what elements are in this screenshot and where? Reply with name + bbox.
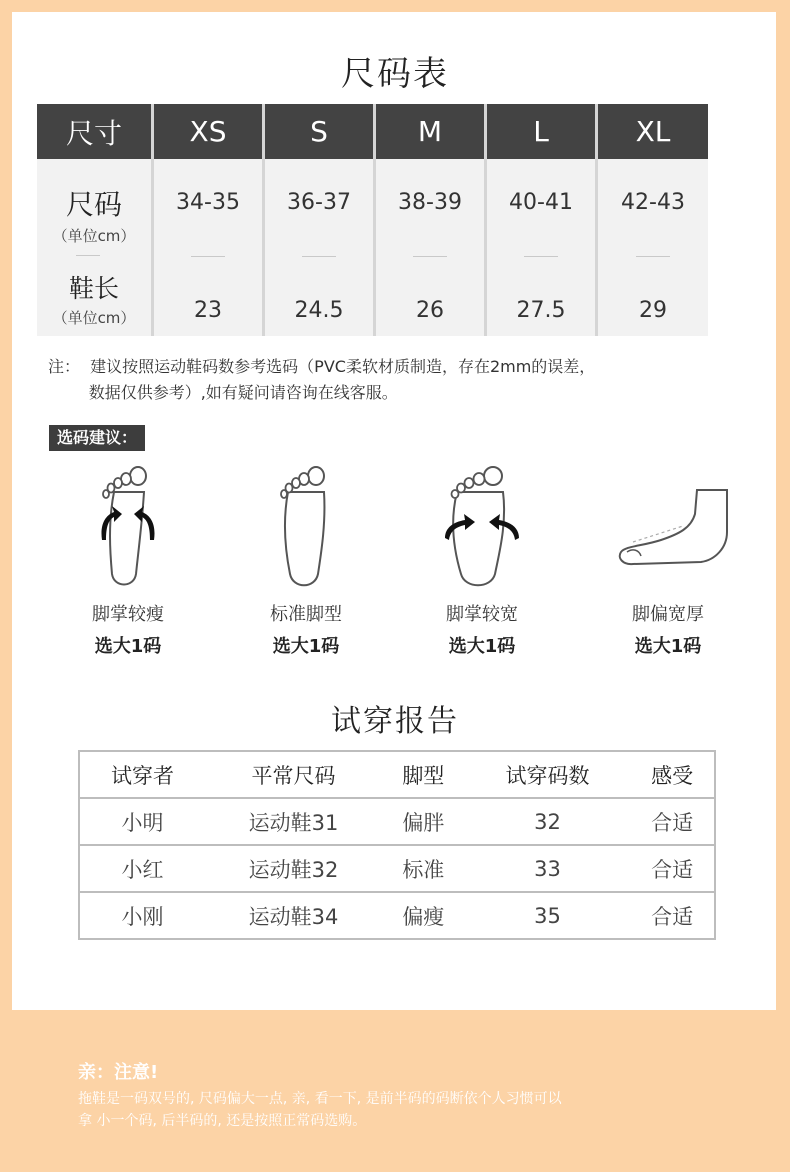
size-note-line1: 注： 建议按照运动鞋码数参考选码（PVC柔软材质制造，存在2mm的误差， [48, 357, 596, 376]
report-cell: 标准 [382, 845, 465, 892]
size-value-s: 36-37 [287, 190, 351, 215]
report-cell: 32 [465, 798, 631, 845]
report-header-feeling: 感受 [651, 763, 694, 788]
report-cell: 合适 [630, 845, 715, 892]
size-label-column [37, 104, 151, 336]
advice-size-thick: 选大1码 [634, 636, 702, 657]
size-header-xl: XL [598, 104, 708, 159]
report-cell: 运动鞋32 [205, 845, 382, 892]
report-title: 试穿报告 [331, 704, 459, 739]
standard-foot-icon [266, 462, 346, 592]
report-header-usual-size: 平常尺码 [251, 763, 336, 788]
advice-caption-narrow: 脚掌较瘦 [92, 604, 164, 625]
warning-text [78, 1088, 738, 1132]
value-divider [524, 256, 558, 257]
advice-item-narrow [48, 462, 208, 658]
warning-line2: 拿 小一个码, 后半码的, 还是按照正常码选购。 [78, 1113, 367, 1129]
size-column-xl [598, 104, 708, 336]
size-chart-title: 尺码表 [341, 54, 449, 94]
advice-size-wide: 选大1码 [448, 636, 516, 657]
size-value-xs: 34-35 [176, 190, 240, 215]
size-column-m [376, 104, 484, 336]
value-divider [302, 256, 336, 257]
size-header-s: S [265, 104, 373, 159]
row-label-length-unit: （单位cm） [52, 309, 136, 327]
value-divider [636, 256, 670, 257]
size-value-xl: 42-43 [621, 190, 685, 215]
size-column-s [265, 104, 373, 336]
size-note-line2: 数据仅供参考）,如有疑问请咨询在线客服。 [48, 383, 398, 402]
advice-caption-standard: 标准脚型 [270, 604, 342, 625]
narrow-foot-icon [88, 462, 168, 592]
advice-item-wide [402, 462, 562, 658]
size-header-label: 尺寸 [37, 104, 151, 159]
report-header-fitted-size: 试穿码数 [505, 763, 590, 788]
size-chart-table [37, 104, 708, 336]
row-label-size [37, 183, 151, 246]
report-header-row [79, 751, 715, 798]
table-row [79, 798, 715, 845]
report-cell: 偏瘦 [382, 892, 465, 939]
report-cell: 运动鞋34 [205, 892, 382, 939]
advice-size-narrow: 选大1码 [94, 636, 162, 657]
length-value-xl: 29 [639, 298, 667, 323]
fitting-report-table [78, 750, 716, 940]
length-value-s: 24.5 [294, 298, 344, 323]
report-cell: 合适 [630, 798, 715, 845]
report-cell: 小明 [79, 798, 205, 845]
size-header-m: M [376, 104, 484, 159]
report-cell: 合适 [630, 892, 715, 939]
label-divider [76, 255, 100, 256]
size-value-m: 38-39 [398, 190, 462, 215]
report-cell: 35 [465, 892, 631, 939]
advice-item-standard [226, 462, 386, 658]
size-header-l: L [487, 104, 595, 159]
value-divider [413, 256, 447, 257]
thick-foot-icon [603, 462, 733, 592]
wide-foot-icon [437, 462, 527, 592]
length-value-xs: 23 [194, 298, 222, 323]
advice-item-thick [588, 462, 748, 658]
warning-title: 亲：注意! [78, 1062, 159, 1083]
length-value-l: 27.5 [516, 298, 566, 323]
report-cell: 小刚 [79, 892, 205, 939]
row-label-size-unit: （单位cm） [52, 227, 136, 245]
table-row [79, 892, 715, 939]
report-cell: 小红 [79, 845, 205, 892]
length-value-m: 26 [416, 298, 444, 323]
report-cell: 偏胖 [382, 798, 465, 845]
table-row [79, 845, 715, 892]
value-divider [191, 256, 225, 257]
report-header-foot-type: 脚型 [402, 763, 445, 788]
size-column-l [487, 104, 595, 336]
advice-size-standard: 选大1码 [272, 636, 340, 657]
size-header-xs: XS [154, 104, 262, 159]
warning-line1: 拖鞋是一码双号的, 尺码偏大一点, 亲, 看一下, 是前半码的码断依个人习惯可以 [78, 1091, 562, 1107]
advice-badge: 选码建议： [49, 425, 145, 451]
size-column-xs [154, 104, 262, 336]
row-label-length-text: 鞋长 [68, 274, 119, 303]
report-cell: 运动鞋31 [205, 798, 382, 845]
advice-caption-wide: 脚掌较宽 [446, 604, 518, 625]
report-header-tester: 试穿者 [111, 763, 175, 788]
size-value-l: 40-41 [509, 190, 573, 215]
report-cell: 33 [465, 845, 631, 892]
row-label-size-text: 尺码 [65, 188, 122, 221]
advice-caption-thick: 脚偏宽厚 [632, 604, 704, 625]
size-note [48, 354, 738, 406]
row-label-length [37, 269, 151, 328]
